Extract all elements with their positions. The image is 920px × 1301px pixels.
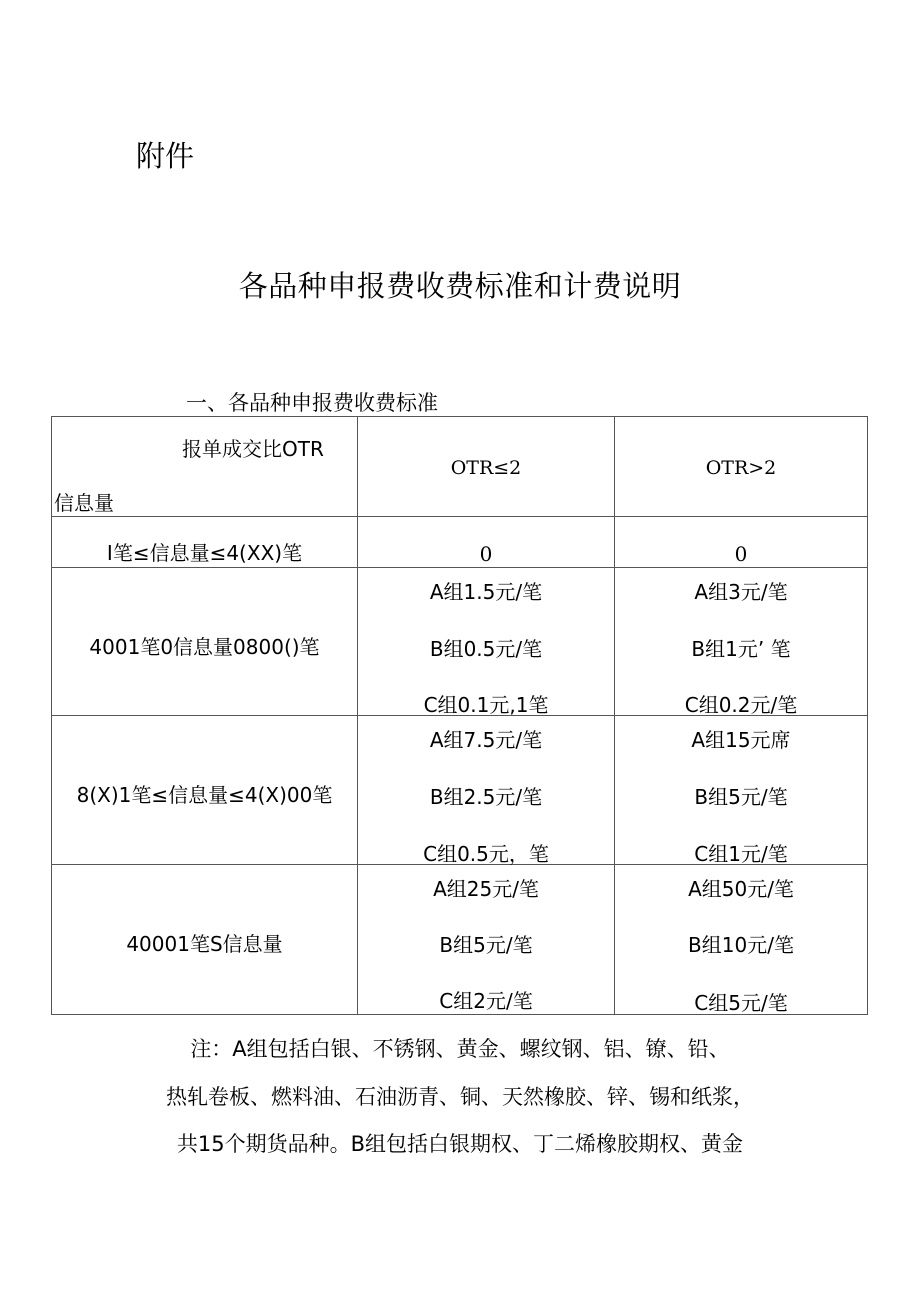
fee-group-b: B组2.5元/笔 (429, 785, 543, 809)
table-row (52, 568, 868, 716)
fee-group-a: A组25元/笔 (433, 877, 539, 901)
range-label: 40001笔S信息量 (126, 932, 283, 956)
range-label: 4001笔0信息量0800()笔 (89, 635, 320, 659)
fee-group-a: A组50元/笔 (688, 877, 794, 901)
note-line-3: 共15个期货品种。B组包括白银期权、丁二烯橡胶期权、黄金 (176, 1132, 744, 1156)
fee-group-a: A组3元/笔 (694, 580, 788, 604)
fee-group-b: B组10元/笔 (688, 933, 794, 957)
fee-group-c: C组1元/笔 (694, 842, 788, 866)
table-header-row (52, 417, 868, 517)
fee-group-a: A组15元席 (691, 728, 791, 752)
fee-group-b: B组5元/笔 (439, 933, 533, 957)
fee-group-b: B组1元’ 笔 (691, 637, 791, 661)
fee-group-c: C组0.2元/笔 (684, 693, 798, 717)
note-line-2: 热轧卷板、燃料油、石油沥青、铜、天然橡胶、锌、锡和纸浆， (166, 1085, 754, 1109)
attachment-label: 附件 (136, 139, 195, 173)
header-otr-gt2-label: OTR>2 (705, 457, 777, 479)
fee-group-b: B组0.5元/笔 (429, 637, 543, 661)
note-line-1: 注：A组包括白银、不锈钢、黄金、螺纹钢、铝、镣、铅、 (190, 1037, 730, 1061)
corner-bottom-label: 信息量 (54, 491, 114, 515)
table-row (52, 716, 868, 865)
fee-group-a: A组7.5元/笔 (429, 728, 543, 752)
range-label: 8(X)1笔≤信息量≤4(X)00笔 (76, 783, 333, 807)
fee-table (51, 416, 868, 1015)
fee-value: 0 (734, 542, 748, 566)
table-row (52, 865, 868, 1015)
corner-top-label: 报单成交比OTR (182, 437, 324, 461)
fee-group-c: C组0.5元，笔 (423, 842, 549, 866)
section-heading: 一、各品种申报费收费标准 (186, 391, 438, 415)
fee-group-c: C组5元/笔 (694, 991, 788, 1015)
corner-cell (52, 417, 358, 517)
fee-group-b: B组5元/笔 (694, 785, 788, 809)
document-title: 各品种申报费收费标准和计费说明 (238, 269, 682, 303)
header-otr-le2 (358, 417, 615, 517)
fee-value: 0 (479, 542, 493, 566)
fee-group-a: A组1.5元/笔 (429, 580, 543, 604)
range-label: I笔≤信息量≤4(XX)笔 (106, 541, 303, 565)
table-row (52, 517, 868, 568)
header-otr-gt2 (615, 417, 868, 517)
header-otr-le2-label: OTR≤2 (450, 457, 522, 479)
fee-group-c: C组0.1元,1笔 (423, 693, 549, 717)
fee-group-c: C组2元/笔 (439, 989, 533, 1013)
